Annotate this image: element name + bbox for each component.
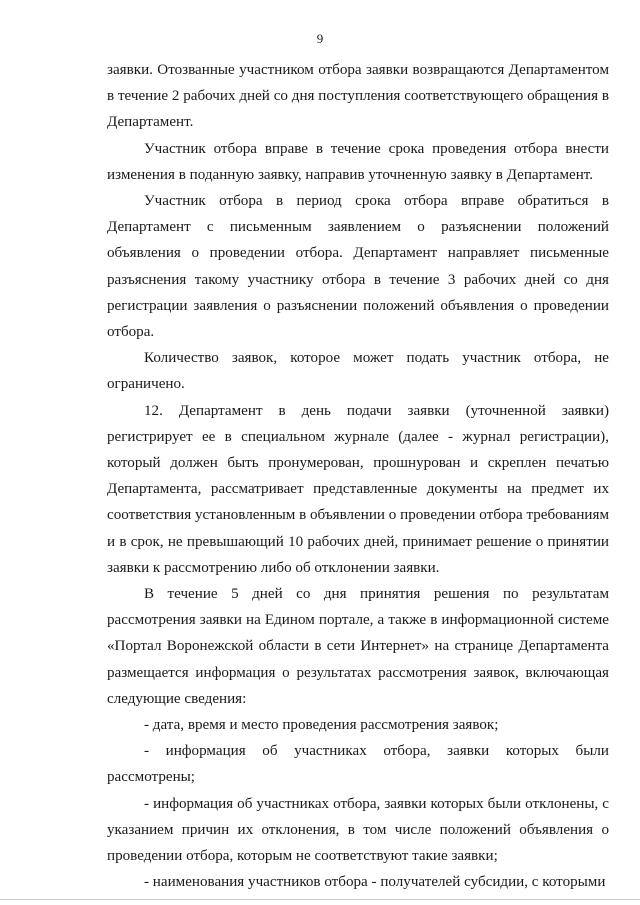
paragraph-6: В течение 5 дней со дня принятия решения по результатам рассмотрения заявки на Едином портале, а также в информационной системе «Портал Воронежской области в сети Интернет» на странице Департамента размещается информация о результатах рассмотрения заявок, включающая следующие сведения:	[107, 586, 609, 707]
paragraph-2: Участник отбора вправе в течение срока проведения отбора внести изменения в поданную заявку, направив уточненную заявку в Департамент.	[107, 140, 609, 183]
page-number: 9	[316, 31, 324, 46]
list-item-1: - дата, время и место проведения рассмотрения заявок;	[144, 717, 499, 734]
paragraph-1: заявки. Отозванные участником отбора заявки возвращаются Департаментом в течение 2 рабочих дней со дня поступления соответствующего обращения в Департамент.	[107, 62, 609, 131]
paragraph-4: Количество заявок, которое может подать участник отбора, не ограничено.	[107, 350, 609, 393]
list-item-4: - наименования участников отбора - получателей субсидии, с которыми	[144, 874, 606, 891]
list-item-2: - информация об участниках отбора, заявки которых были рассмотрены;	[107, 743, 609, 786]
document-body	[107, 57, 609, 896]
paragraph-5: 12. Департамент в день подачи заявки (уточненной заявки) регистрирует ее в специальном журнале (далее - журнал регистрации), который должен быть пронумерован, прошнурован и скреплен печатью Департамента, рассматривает представленные документы на предмет их соответствия установленным в объявлении о проведении отбора требованиям и в срок, не превышающий 10 рабочих дней, принимает решение о принятии заявки к рассмотрению либо об отклонении заявки.	[107, 402, 609, 576]
page-bottom-edge	[0, 899, 640, 900]
paragraph-3: Участник отбора в период срока отбора вправе обратиться в Департамент с письменным заявлением о разъяснении положений объявления о проведении отбора. Департамент направляет письменные разъяснения такому участнику отбора в течение 3 рабочих дней со дня регистрации заявления о разъяснении положений объявления о проведении отбора.	[107, 193, 609, 341]
list-item-3: - информация об участниках отбора, заявки которых были отклонены, с указанием причин их отклонения, в том числе положений объявления о проведении отбора, которым не соответствуют такие заявки;	[107, 795, 609, 865]
